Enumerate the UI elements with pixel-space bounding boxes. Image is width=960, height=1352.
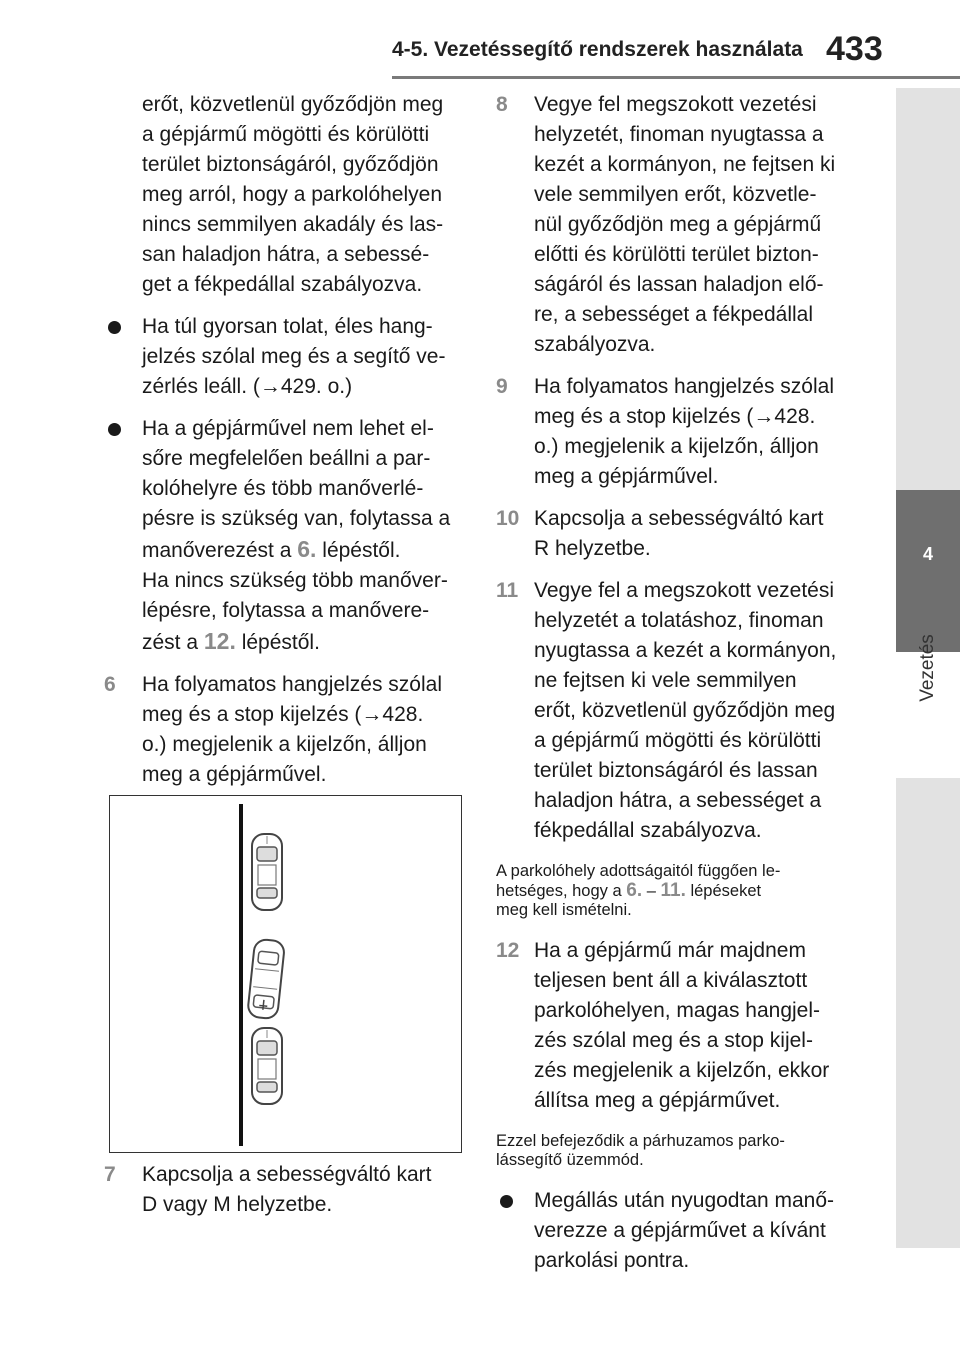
text-line: meg a gépjárművel. <box>534 465 719 488</box>
text-line: fékpedállal szabályozva. <box>534 819 762 842</box>
text-line: Ha nincs szükség több manőver- <box>142 569 448 592</box>
text-line: Ha a gépjármű már majdnem <box>534 939 806 962</box>
text-line: szabályozva. <box>534 333 656 356</box>
text-line: meg a gépjárművel. <box>142 763 327 786</box>
text-line: meg kell ismételni. <box>496 901 632 919</box>
text-line: haladjon hátra, a sebességet a <box>534 789 822 812</box>
section-title: 4-5. Vezetéssegítő rendszerek használata <box>392 38 803 61</box>
text-line: pésre is szükség van, folytassa a <box>142 507 451 530</box>
note-repeat-steps <box>496 862 848 920</box>
text-line: Ha túl gyorsan tolat, éles hang- <box>142 315 433 338</box>
text-line: Megállás után nyugodtan manő- <box>534 1189 835 1212</box>
text-line: kolóhelyre és több manőverlé- <box>142 477 424 500</box>
step-12 <box>496 936 848 1116</box>
step-number: 8 <box>496 93 508 116</box>
text-line: Kapcsolja a sebességváltó kart <box>534 507 824 530</box>
left-column-lower <box>104 1160 464 1232</box>
car-rear-icon <box>252 1028 282 1104</box>
text-line: verezze a gépjárművet a kívánt <box>534 1219 826 1242</box>
text-line: Kapcsolja a sebességváltó kart <box>142 1163 432 1186</box>
text-line: Ha a gépjárművel nem lehet el- <box>142 417 434 440</box>
step-number: 10 <box>496 507 520 530</box>
text-line: nül győződjön meg a gépjármű <box>534 213 822 236</box>
chapter-label-box <box>896 608 960 738</box>
text-fragment: hetséges, hogy a <box>496 882 627 900</box>
right-column <box>496 90 848 1288</box>
side-tab-upper-block <box>896 88 960 490</box>
text-line: zérlés leáll. (→429. o.) <box>142 375 353 398</box>
page-number: 433 <box>826 30 883 68</box>
text-fragment: lépéstől. <box>235 631 320 654</box>
step-reference: 11. <box>660 880 686 901</box>
step-reference: 12. <box>203 628 236 654</box>
step-number: 6 <box>104 673 116 696</box>
chapter-side-tab <box>896 88 960 1248</box>
text-line: o.) megjelenik a kijelzőn, álljon <box>142 733 427 756</box>
text-line: parkolóhelyen, magas hangjel- <box>534 999 821 1022</box>
text-line: get a fékpedállal szabályozva. <box>142 273 423 296</box>
side-tab-lower-block <box>896 778 960 1248</box>
text-line <box>142 534 464 566</box>
bullet-item <box>104 414 464 658</box>
text-line: ságáról és lassan haladjon elő- <box>534 273 824 296</box>
step-10 <box>496 504 848 564</box>
text-line: állítsa meg a gépjárművet. <box>534 1089 781 1112</box>
text-line: Vegye fel megszokott vezetési <box>534 93 817 116</box>
step-number: 7 <box>104 1163 116 1186</box>
chapter-number: 4 <box>922 544 933 564</box>
text-line: zés szólal meg és a stop kijel- <box>534 1029 813 1052</box>
text-line: helyzetét, finoman nyugtassa a <box>534 123 824 146</box>
text-line: re, a sebességet a fékpedállal <box>534 303 814 326</box>
step-11 <box>496 576 848 846</box>
text-line: Vegye fel a megszokott vezetési <box>534 579 834 602</box>
step-reference: 6. <box>626 880 643 901</box>
text-line: a gépjármű mögötti és körülötti <box>534 729 822 752</box>
step-number: 9 <box>496 375 508 398</box>
text-fragment: lépéstől. <box>316 539 401 562</box>
car-maneuvering-icon <box>247 939 285 1020</box>
bullet-dot-icon <box>500 1195 513 1208</box>
text-line: teljesen bent áll a kiválasztott <box>534 969 808 992</box>
text-line: Ezzel befejeződik a párhuzamos parko- <box>496 1132 785 1150</box>
text-line: zés megjelenik a kijelzőn, ekkor <box>534 1059 830 1082</box>
parking-diagram-svg <box>110 796 460 1151</box>
bullet-item <box>496 1186 848 1276</box>
text-line: D vagy M helyzetbe. <box>142 1193 333 1216</box>
text-line: nyugtassa a kezét a kormányon, <box>534 639 837 662</box>
text-fragment: lépéseket <box>685 882 762 900</box>
text-line <box>496 881 848 901</box>
step-9 <box>496 372 848 492</box>
text-line: terület biztonságáról és lassan <box>534 759 818 782</box>
bullet-dot-icon <box>108 423 121 436</box>
text-line: kezét a kormányon, ne fejtsen ki <box>534 153 836 176</box>
step-6 <box>104 670 464 790</box>
step-7 <box>104 1160 464 1220</box>
text-line: meg és a stop kijelzés (→428. <box>534 405 816 428</box>
text-line: erőt, közvetlenül győződjön meg <box>534 699 836 722</box>
text-line: jelzés szólal meg és a segítő ve- <box>142 345 446 368</box>
parking-illustration <box>109 795 462 1153</box>
bullet-dot-icon <box>108 321 121 334</box>
text-line: erőt, közvetlenül győződjön meg <box>142 93 444 116</box>
text-line: A parkolóhely adottságaitól függően le- <box>496 862 781 880</box>
text-line: Ha folyamatos hangjelzés szólal <box>534 375 834 398</box>
text-fragment: zést a <box>142 631 204 654</box>
text-line: parkolási pontra. <box>534 1249 690 1272</box>
text-line: Ha folyamatos hangjelzés szólal <box>142 673 442 696</box>
header-rule <box>392 76 960 79</box>
left-column <box>104 90 464 802</box>
text-line: sőre megfelelően beállni a par- <box>142 447 431 470</box>
bullet-item <box>104 312 464 402</box>
text-line: R helyzetbe. <box>534 537 651 560</box>
text-line: a gépjármű mögötti és körülötti <box>142 123 430 146</box>
text-fragment: – <box>642 882 661 900</box>
step-8 <box>496 90 848 360</box>
text-line: ne fejtsen ki vele semmilyen <box>534 669 797 692</box>
text-line: meg arról, hogy a parkolóhelyen <box>142 183 443 206</box>
step-number: 11 <box>496 579 519 602</box>
text-line: meg és a stop kijelzés (→428. <box>142 703 424 726</box>
text-line: helyzetét a tolatáshoz, finoman <box>534 609 824 632</box>
text-line: o.) megjelenik a kijelzőn, álljon <box>534 435 819 458</box>
continued-paragraph <box>104 90 464 300</box>
car-front-icon <box>252 834 282 910</box>
chapter-label: Vezetés <box>917 634 938 702</box>
text-line: lépésre, folytassa a manővere- <box>142 599 430 622</box>
text-line: terület biztonságáról, győződjön <box>142 153 439 176</box>
step-number: 12 <box>496 939 520 962</box>
text-line: san haladjon hátra, a sebessé- <box>142 243 430 266</box>
text-line: nincs semmilyen akadály és las- <box>142 213 444 236</box>
text-line: vele semmilyen erőt, közvetle- <box>534 183 817 206</box>
step-reference: 6. <box>297 536 317 562</box>
text-line: előtti és körülötti terület bizton- <box>534 243 819 266</box>
text-line: lássegítő üzemmód. <box>496 1151 644 1169</box>
text-fragment: manőverezést a <box>142 539 298 562</box>
note-mode-complete <box>496 1132 848 1170</box>
text-line <box>142 626 464 658</box>
